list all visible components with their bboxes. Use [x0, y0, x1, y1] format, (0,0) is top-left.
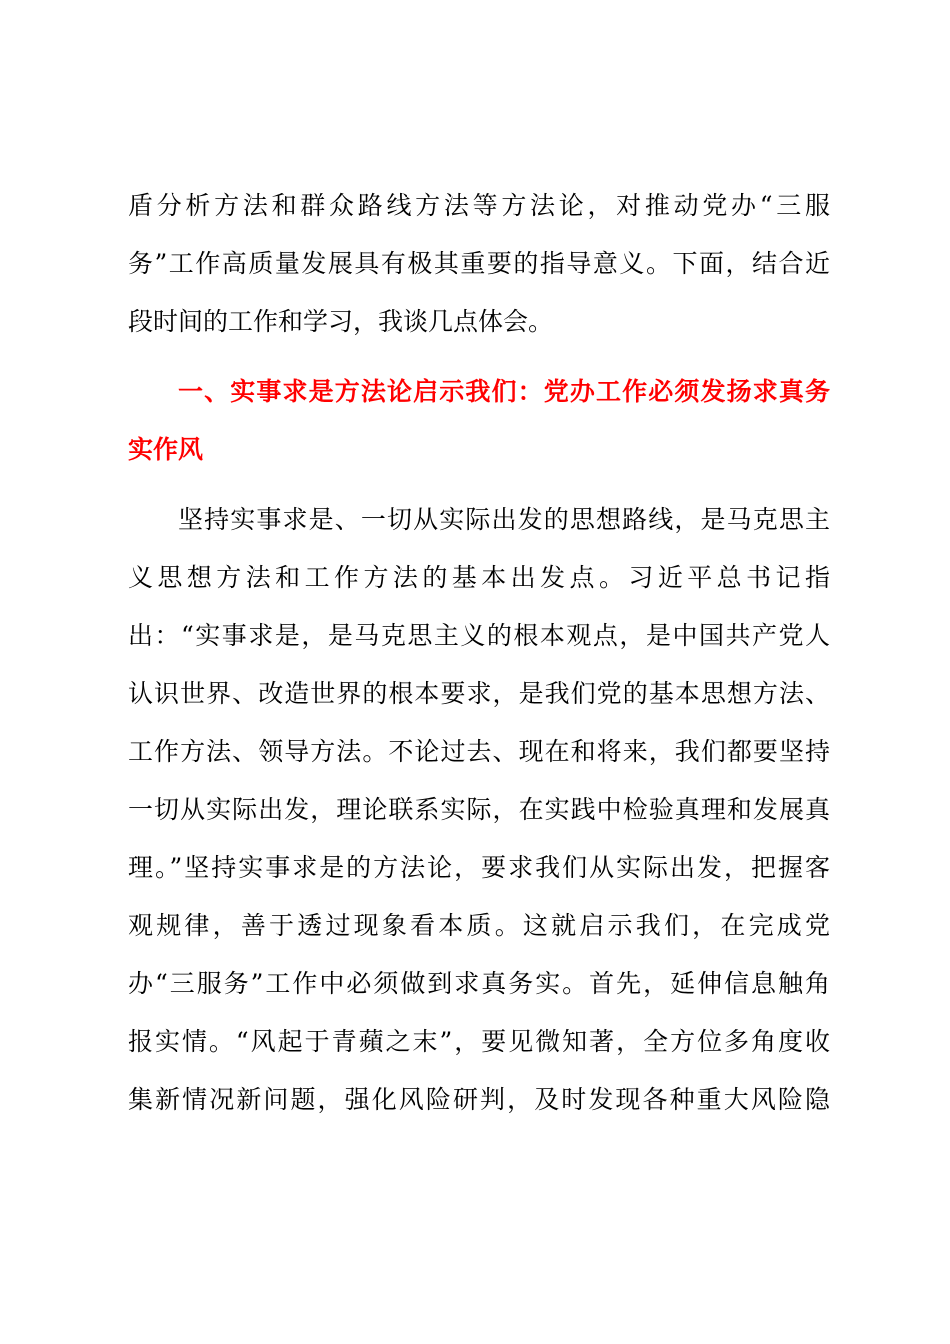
body-line-5: 工作方法、领导方法。不论过去、现在和将来，我们都要坚持: [128, 737, 830, 766]
body-line-3: 出：“实事求是，是马克思主义的根本观点，是中国共产党人: [128, 621, 830, 650]
body-line-7: 理。”坚持实事求是的方法论，要求我们从实际出发，把握客: [128, 853, 830, 882]
body-line-9: 办“三服务”工作中必须做到求真务实。首先，延伸信息触角: [128, 969, 830, 998]
intro-line-2: 务”工作高质量发展具有极其重要的指导意义。下面，结合近: [128, 249, 830, 278]
body-line-10: 报实情。“风起于青蘋之末”，要见微知著，全方位多角度收: [128, 1027, 830, 1056]
section-heading-line-2: 实作风: [128, 435, 204, 464]
body-line-4: 认识世界、改造世界的根本要求，是我们党的基本思想方法、: [128, 679, 830, 708]
body-line-1: 坚持实事求是、一切从实际出发的思想路线，是马克思主: [178, 505, 830, 534]
intro-line-3: 段时间的工作和学习，我谈几点体会。: [128, 307, 554, 336]
body-line-8: 观规律，善于透过现象看本质。这就启示我们，在完成党: [128, 911, 830, 940]
body-line-6: 一切从实际出发，理论联系实际，在实践中检验真理和发展真: [128, 795, 830, 824]
body-line-11: 集新情况新问题，强化风险研判，及时发现各种重大风险隐: [128, 1085, 830, 1114]
section-heading-line-1: 一、实事求是方法论启示我们：党办工作必须发扬求真务: [178, 377, 830, 406]
intro-line-1: 盾分析方法和群众路线方法等方法论，对推动党办“三服: [128, 191, 830, 220]
body-line-2: 义思想方法和工作方法的基本出发点。习近平总书记指: [128, 563, 830, 592]
